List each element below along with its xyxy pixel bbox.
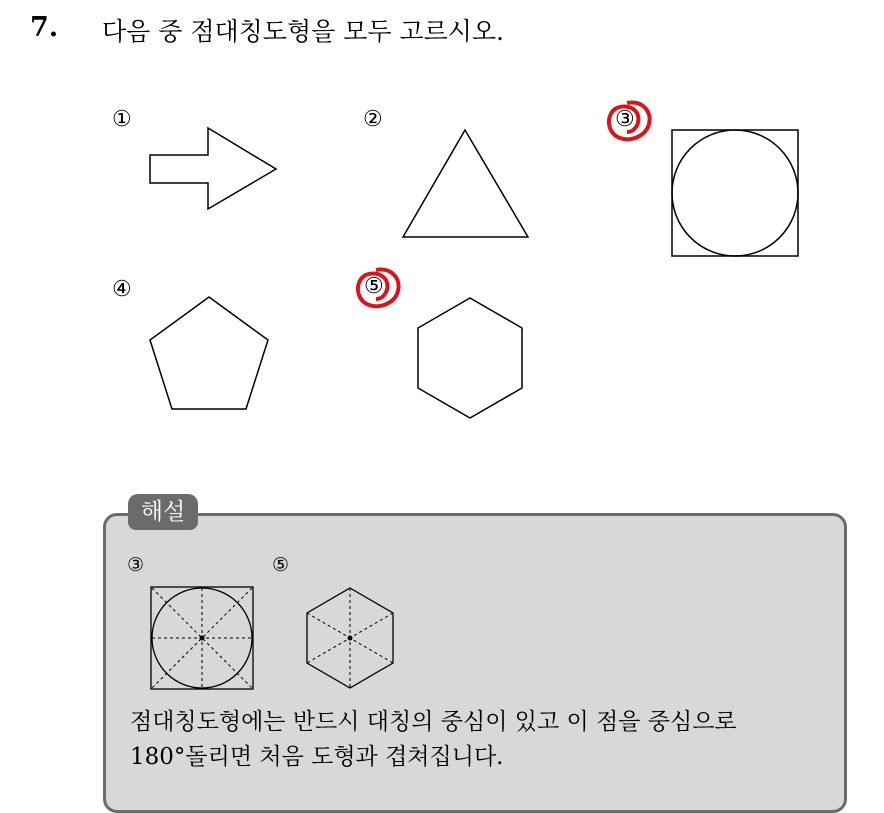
explanation-line-2: 180°돌리면 처음 도형과 겹쳐집니다. <box>130 744 504 770</box>
explanation-line-1: 점대칭도형에는 반드시 대칭의 중심이 있고 이 점을 중심으로 <box>130 709 737 735</box>
option-1-label[interactable]: ① <box>112 107 132 132</box>
option-4-label[interactable]: ④ <box>112 277 132 302</box>
option-3-label[interactable]: ③ <box>615 107 635 132</box>
explanation-figure-5-label: ⑤ <box>272 554 290 576</box>
option-5-label[interactable]: ⑤ <box>364 274 384 299</box>
explanation-figure-3-label: ③ <box>127 554 145 576</box>
question-text: 다음 중 점대칭도형을 모두 고르시오. <box>102 17 504 46</box>
question-number: 7. <box>30 12 59 43</box>
option-2-label[interactable]: ② <box>363 107 383 132</box>
explanation-tab: 해설 <box>128 494 198 530</box>
